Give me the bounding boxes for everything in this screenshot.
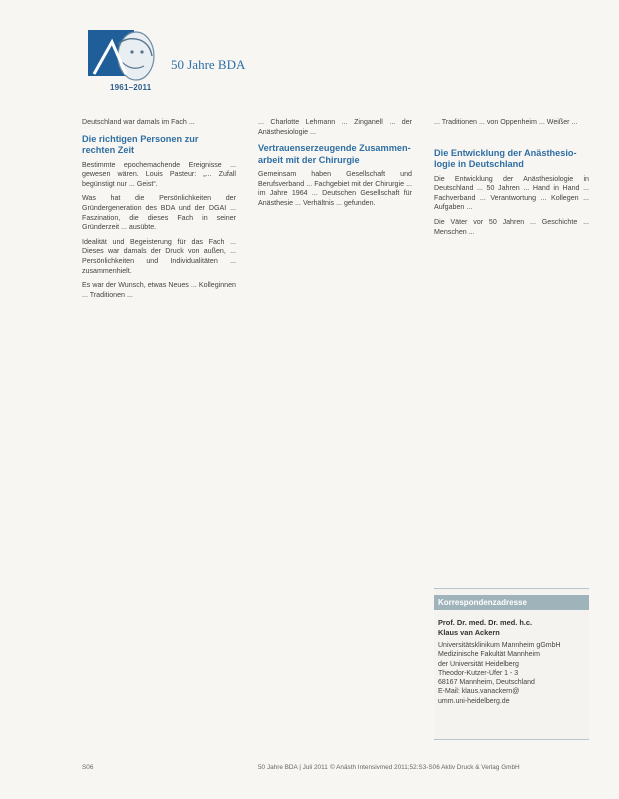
email-line: E-Mail: klaus.vanackern@ <box>438 688 520 696</box>
paragraph: Was hat die Persönlichkeiten der Gründergeneration des BDA und der DGAI ... Faszination, die dieses Fach in seiner Gründerzeit ... ausübte. <box>82 194 236 232</box>
email-line: umm.uni-heidelberg.de <box>438 697 510 705</box>
heading-line: logie in Deutschland <box>434 159 524 170</box>
address-line: Universitätsklinikum Mannheim gGmbH <box>438 642 561 649</box>
address-line: der Universität Heidelberg <box>438 660 519 668</box>
paragraph: Die Väter vor 50 Jahren ... Geschichte ... Menschen ... <box>434 217 589 236</box>
paragraph: ... Charlotte Lehmann ... Zinganell ... der Anästhesiologie ... <box>258 118 412 136</box>
paragraph: Gemeinsam haben Gesellschaft und Berufsverband ... Fachgebiet mit der Chirurgie ... im Jahre 1964 ... Deutschen Gesellschaft für Anästhesie ... Verhältnis ... gefunden. <box>258 170 412 207</box>
address-line: Medizinische Fakultät Mannheim <box>438 651 540 659</box>
heading-line: arbeit mit der Chirurgie <box>258 154 360 165</box>
page-footer <box>82 764 592 776</box>
paragraph: ... Traditionen ... von Oppenheim ... Weißer ... <box>434 118 578 126</box>
page-number: S06 <box>82 764 94 771</box>
author-title: Prof. Dr. med. Dr. med. h.c. <box>438 618 533 627</box>
logo-years: 1961–2011 <box>110 83 152 92</box>
section-heading-surgery-cooperation <box>258 143 412 166</box>
section-heading-development <box>434 148 589 171</box>
paragraph: Idealität und Begeisterung für das Fach ... Dieses war damals der Druck von außen, ... Persönlichkeiten und Individualitäten ... zusammenhielt. <box>82 237 236 275</box>
correspondence-heading: Korrespondenzadresse <box>434 595 589 610</box>
correspondence-box <box>434 588 589 740</box>
heading-line: Die Entwicklung der Anästhesio- <box>434 147 577 158</box>
text-column-3 <box>434 118 589 242</box>
paragraph: Die Entwicklung der Anästhesiologie in Deutschland ... 50 Jahren ... Hand in Hand ... Fachverband ... Verantwortung ... Kollegen ... Aufgaben ... <box>434 174 589 212</box>
citation: © Anästh Intensivmed 2011;52:S3-S06 Aktiv Druck & Verlag GmbH <box>330 764 520 771</box>
heading-line: rechten Zeit <box>82 145 135 156</box>
text-column-2 <box>258 118 412 214</box>
heading-line: Vertrauenserzeugende Zusammen- <box>258 143 411 154</box>
paragraph: Deutschland war damals im Fach ... <box>82 118 195 126</box>
address-line: Theodor-Kutzer-Ufer 1 - 3 <box>438 669 519 677</box>
heading-line: Die richtigen Personen zur <box>82 133 199 144</box>
text-column-1 <box>82 118 236 305</box>
page-header <box>0 0 619 110</box>
address-line: 68167 Mannheim, Deutschland <box>438 679 535 687</box>
journal-issue: 50 Jahre BDA | Juli 2011 <box>258 764 328 771</box>
author-name: Klaus van Ackern <box>438 627 500 637</box>
paragraph: Bestimmte epochemachende Ereignisse ... gewesen wären. Louis Pasteur: „... Zufall begünstigt nur ... Geist“. <box>82 160 236 188</box>
paragraph: Es war der Wunsch, etwas Neues ... Kolleginnen ... Traditionen ... <box>82 281 236 299</box>
header-title: 50 Jahre BDA <box>171 57 246 72</box>
section-heading-right-persons <box>82 134 236 157</box>
